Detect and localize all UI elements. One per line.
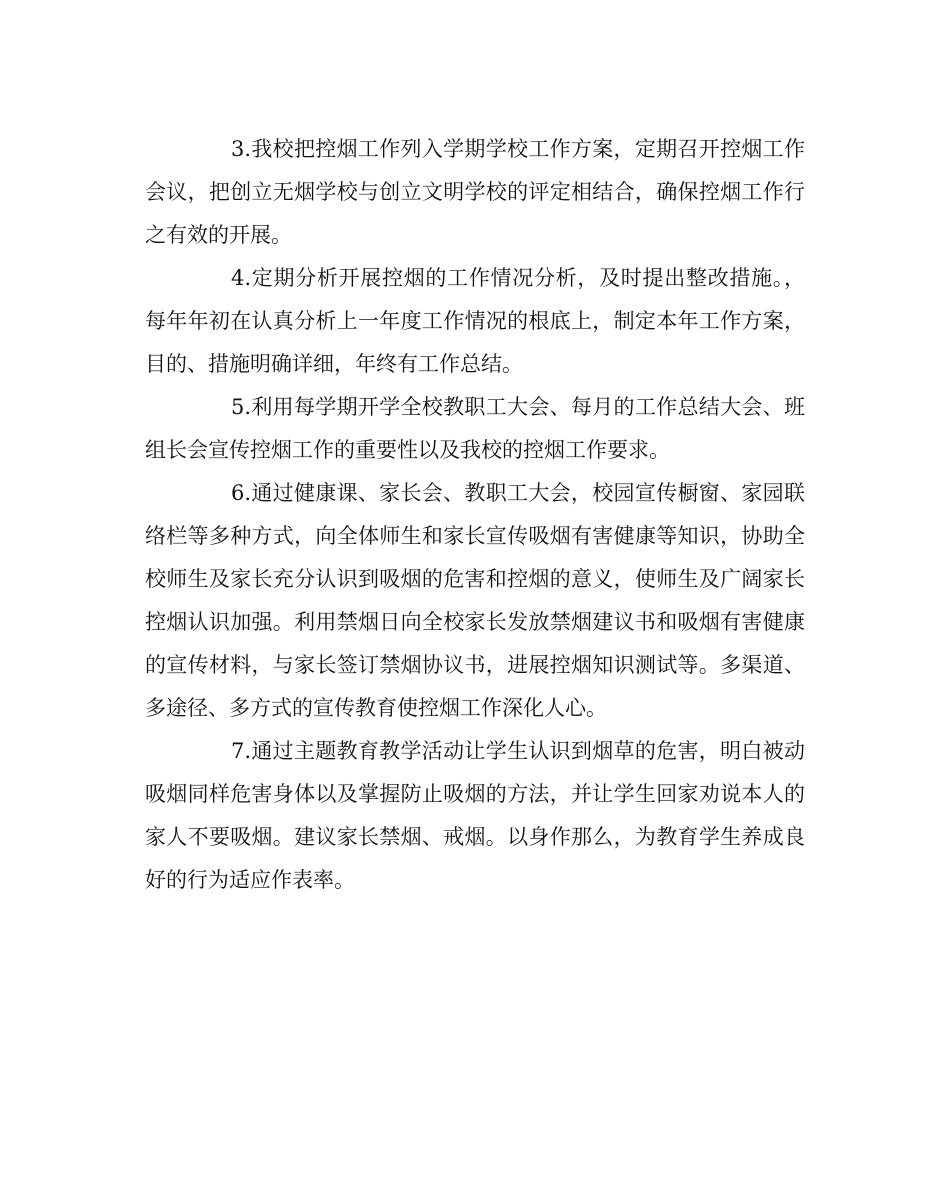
paragraph-3: 3.我校把控烟工作列入学期学校工作方案，定期召开控烟工作会议，把创立无烟学校与创立文明学校的评定相结合，确保控烟工作行之有效的开展。 xyxy=(145,137,805,247)
paragraph-7: 7.通过主题教育教学活动让学生认识到烟草的危害，明白被动吸烟同样危害身体以及掌握防止吸烟的方法，并让学生回家劝说本人的家人不要吸烟。建议家长禁烟、戒烟。以身作那么，为教育学生养成良好的行为适应作表率。 xyxy=(145,739,805,892)
paragraph-4: 4.定期分析开展控烟的工作情况分析，及时提出整改措施。，每年年初在认真分析上一年度工作情况的根底上，制定本年工作方案，目的、措施明确详细，年终有工作总结。 xyxy=(145,266,805,376)
paragraph-5: 5.利用每学期开学全校教职工大会、每月的工作总结大会、班组长会宣传控烟工作的重要性以及我校的控烟工作要求。 xyxy=(145,395,805,462)
paragraph-6: 6.通过健康课、家长会、教职工大会，校园宣传橱窗、家园联络栏等多种方式，向全体师生和家长宣传吸烟有害健康等知识，协助全校师生及家长充分认识到吸烟的危害和控烟的意义，使师生及广阔家长控烟认识加强。利用禁烟日向全校家长发放禁烟建议书和吸烟有害健康的宣传材料，与家长签订禁烟协议书，进展控烟知识测试等。多渠道、多途径、多方式的宣传教育使控烟工作深化人心。 xyxy=(145,481,805,720)
document-body xyxy=(145,128,805,902)
